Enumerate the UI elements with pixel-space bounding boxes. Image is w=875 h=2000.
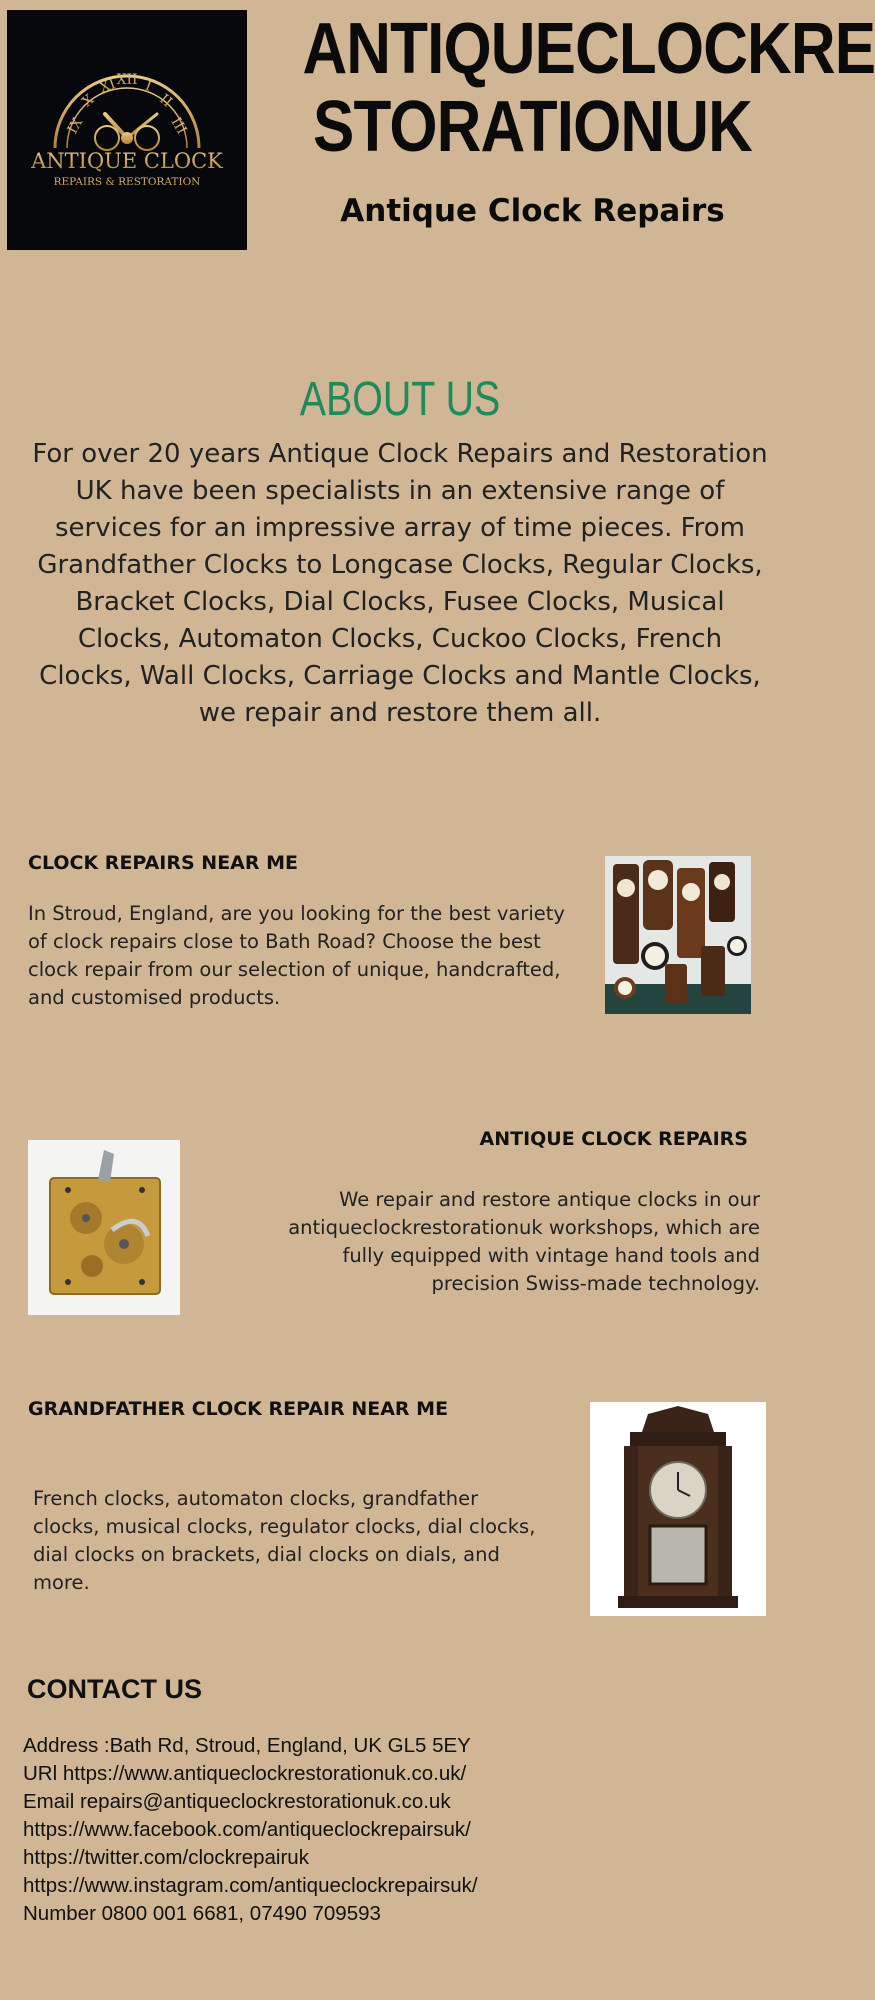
contact-website-link[interactable]: URl https://www.antiqueclockrestorationuk.co.uk/	[23, 1762, 467, 1785]
site-title-line-2: STORATIONUK	[313, 87, 752, 167]
logo-numeral: XII	[116, 72, 138, 88]
section-title-clock-repairs-near-me: CLOCK REPAIRS NEAR ME	[28, 852, 299, 874]
logo-numeral: IX	[64, 115, 87, 137]
section-title-grandfather-clock-repair: GRANDFATHER CLOCK REPAIR NEAR ME	[28, 1398, 449, 1420]
site-subtitle: Antique Clock Repairs	[340, 193, 725, 229]
mantel-clock-photo-icon	[590, 1402, 766, 1616]
site-title-line-1: ANTIQUECLOCKRE	[302, 9, 875, 89]
logo-numeral: XI	[97, 76, 118, 97]
mantel-clock-photo	[590, 1402, 766, 1616]
brand-logo	[7, 10, 247, 250]
section-text-grandfather-clock-repair: French clocks, automaton clocks, grandfather clocks, musical clocks, regulator clocks, dial clocks, dial clocks on brackets, dial clocks on dials, and more.	[33, 1487, 536, 1594]
logo-numeral: III	[167, 114, 190, 138]
clock-movement-photo-icon	[28, 1140, 180, 1315]
contact-details	[23, 1732, 783, 1928]
contact-facebook-link[interactable]: https://www.facebook.com/antiqueclockrepairsuk/	[23, 1818, 471, 1841]
logo-name: ANTIQUE CLOCK	[31, 149, 223, 173]
section-text-antique-clock-repairs: We repair and restore antique clocks in our antiqueclockrestorationuk workshops, which are fully equipped with vintage hand tools and precision Swiss-made technology.	[288, 1188, 760, 1295]
logo-numeral: II	[156, 91, 175, 111]
wall-clocks-photo-icon	[605, 856, 751, 1014]
section-text-clock-repairs-near-me: In Stroud, England, are you looking for the best variety of clock repairs close to Bath Road? Choose the best clock repair from our selection of unique, handcrafted, and customised products.	[28, 902, 565, 1009]
contact-heading: CONTACT US	[27, 1674, 202, 1704]
contact-twitter-link[interactable]: https://twitter.com/clockrepairuk	[23, 1846, 309, 1869]
contact-instagram-link[interactable]: https://www.instagram.com/antiqueclockrepairsuk/	[23, 1874, 478, 1897]
about-text: For over 20 years Antique Clock Repairs and Restoration UK have been specialists in an extensive range of services for an impressive array of time pieces. From Grandfather Clocks to Longcase Clocks, Regular Clocks, Bracket Clocks, Dial Clocks, Fusee Clocks, Musical Clocks, Automaton Clocks, Cuckoo Clocks, French Clocks, Wall Clocks, Carriage Clocks and Mantle Clocks, we repair and restore them all.	[32, 439, 768, 728]
wall-clocks-photo	[605, 856, 751, 1014]
section-title-antique-clock-repairs: ANTIQUE CLOCK REPAIRS	[479, 1128, 748, 1150]
about-heading: ABOUT US	[299, 373, 501, 426]
contact-email-link[interactable]: Email repairs@antiqueclockrestorationuk.co.uk	[23, 1790, 451, 1813]
site-title	[302, 9, 875, 167]
logo-numeral: I	[143, 77, 154, 95]
logo-numeral: X	[79, 91, 98, 111]
contact-phone: Number 0800 001 6681, 07490 709593	[23, 1902, 381, 1925]
clock-movement-photo	[28, 1140, 180, 1315]
clock-logo-icon	[7, 10, 247, 250]
logo-tagline: REPAIRS & RESTORATION	[53, 176, 201, 188]
contact-address: Address :Bath Rd, Stroud, England, UK GL5 5EY	[23, 1734, 471, 1757]
